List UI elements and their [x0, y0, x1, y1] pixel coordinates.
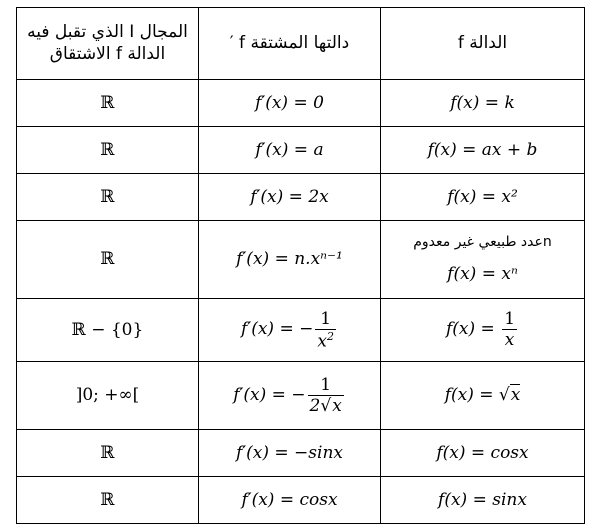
table-row: [17, 220, 585, 298]
natural-number-note: nعدد طبيعي غير معدوم: [413, 234, 552, 251]
derivative-cell: f′(x) = 0: [199, 79, 381, 126]
function-cell: f(x) = ax + b: [381, 126, 585, 173]
derivative-cell: f′(x) = 2x: [199, 173, 381, 220]
table-row: [17, 173, 585, 220]
domain-cell: ℝ: [17, 126, 199, 173]
function-formula: f(x) = xⁿ: [447, 264, 518, 285]
fraction: [315, 309, 336, 352]
fraction: [308, 375, 344, 416]
derivative-fraction: [241, 308, 338, 352]
function-cell: [381, 298, 585, 361]
domain-cell: ℝ: [17, 173, 199, 220]
header-function: الدالة f: [381, 8, 585, 80]
derivative-lhs: f′(x) = −: [233, 384, 306, 405]
function-cell: f(x) = x²: [381, 173, 585, 220]
table-row: [17, 362, 585, 430]
domain-cell: ℝ − {0}: [17, 298, 199, 361]
function-lhs: f(x) = √: [444, 385, 510, 406]
table-row: [17, 429, 585, 476]
derivative-cell: f′(x) = n.xⁿ⁻¹: [199, 220, 381, 298]
table-row: [17, 79, 585, 126]
numerator: 1: [504, 309, 516, 330]
denominator: 2√x: [309, 395, 342, 416]
table-row: [17, 298, 585, 361]
table-header-row: [17, 8, 585, 80]
domain-cell: ]0; +∞[: [17, 362, 199, 430]
function-cell: f(x) = cosx: [381, 429, 585, 476]
derivative-cell: f′(x) = −sinx: [199, 429, 381, 476]
header-derivative: دالتها المشتقة f ′: [199, 8, 381, 80]
function-lhs: f(x) =: [445, 319, 501, 340]
domain-cell: ℝ: [17, 79, 199, 126]
denominator: $x^2$: [317, 329, 334, 352]
numerator: 1: [320, 308, 332, 329]
derivative-cell: [199, 362, 381, 430]
derivative-cell: f′(x) = a: [199, 126, 381, 173]
derivative-cell: [199, 298, 381, 361]
domain-cell: ℝ: [17, 220, 199, 298]
numerator: 1: [320, 374, 332, 395]
function-cell: [381, 362, 585, 430]
function-cell: f(x) = sinx: [381, 476, 585, 523]
function-cell: [381, 220, 585, 298]
domain-cell: ℝ: [17, 429, 199, 476]
sqrt-radicand: x: [510, 385, 521, 406]
table-row: [17, 126, 585, 173]
derivative-cell: f′(x) = cosx: [199, 476, 381, 523]
function-cell: f(x) = k: [381, 79, 585, 126]
denominator: x: [502, 329, 517, 350]
derivative-lhs: f′(x) = −: [241, 319, 314, 340]
domain-cell: ℝ: [17, 476, 199, 523]
fraction: [502, 309, 517, 350]
header-domain: المجال I الذي تقبل فيه الدالة f الاشتقاق: [17, 8, 199, 80]
derivatives-table: [16, 7, 585, 524]
table-row: [17, 476, 585, 523]
